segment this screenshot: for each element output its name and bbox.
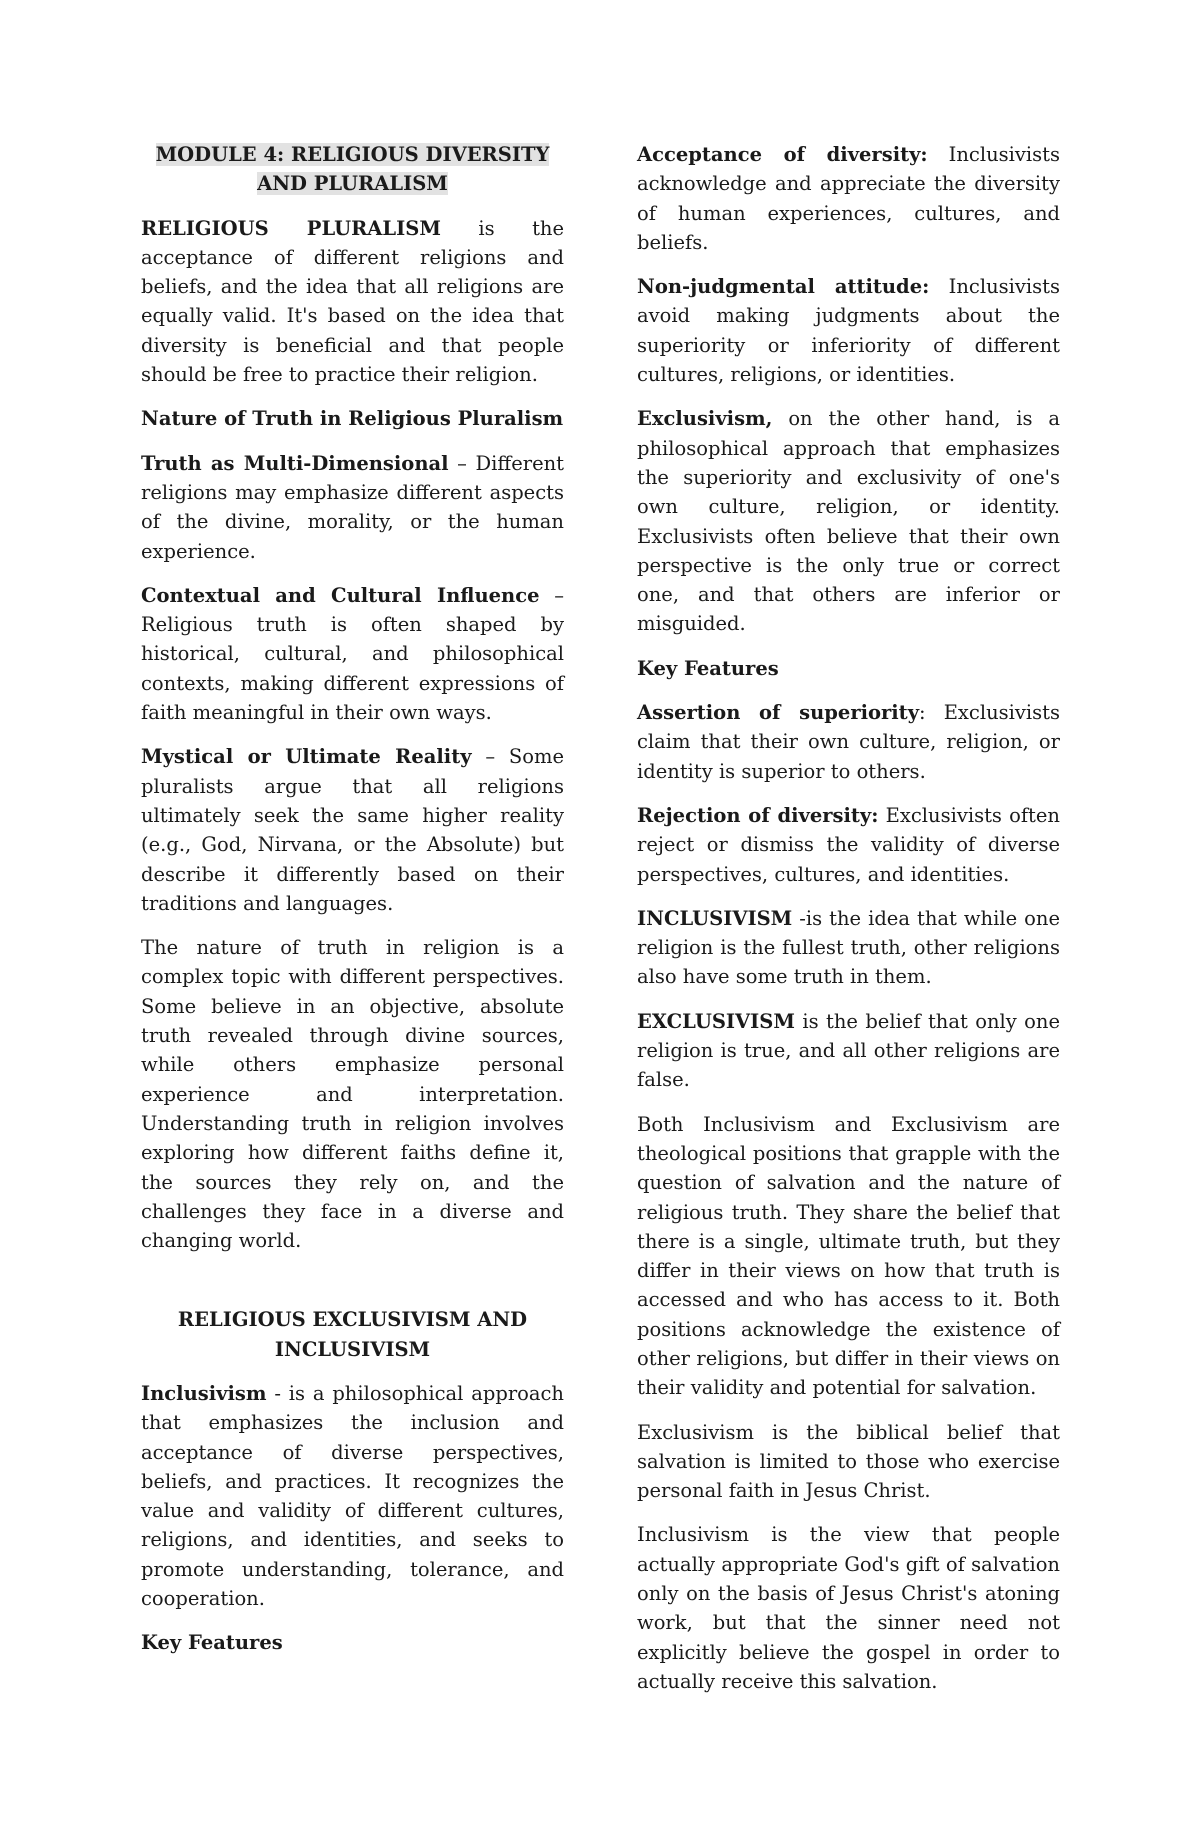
module-title [141, 140, 564, 199]
section-title-line2: INCLUSIVISM [274, 1337, 431, 1361]
pluralism-term: RELIGIOUS PLURALISM [141, 216, 441, 240]
mystical-definition: – Some pluralists argue that all religions ultimately seek the same higher reality (e.g., God, Nirvana, or the Absolute) but describe it differently based on their traditions and languages. [141, 745, 564, 915]
pluralism-paragraph [141, 214, 564, 390]
rejection-definition: Exclusivists often reject or dismiss the validity of diverse perspectives, cultures, and identities. [637, 803, 1060, 886]
acceptance-definition: Inclusivists acknowledge and appreciate the diversity of human experiences, cultures, and beliefs. [637, 143, 1060, 254]
truth-multi-paragraph [141, 449, 564, 566]
exclusivism-definition: on the other hand, is a philosophical approach that emphasizes the superiority and exclusivity of one's own culture, religion, or identity. Exclusivists often believe that their own perspective is the only true or correct one, and that others are inferior or misguided. [637, 407, 1060, 636]
assertion-paragraph [637, 698, 1060, 786]
rejection-paragraph [637, 801, 1060, 889]
contextual-definition: – Religious truth is often shaped by historical, cultural, and philosophical contexts, making different expressions of faith meaningful in their own ways. [141, 583, 564, 725]
truth-multi-definition: – Different religions may emphasize different aspects of the divine, morality, or the human experience. [141, 451, 565, 563]
mystical-paragraph [141, 742, 564, 918]
key-features-heading-left-text: Key Features [141, 1631, 283, 1655]
nature-heading-text: Nature of Truth in Religious Pluralism [141, 407, 564, 431]
assertion-definition: : Exclusivists claim that their own culture, religion, or identity is superior to others. [637, 701, 1060, 783]
acceptance-paragraph [637, 140, 1060, 257]
module-title-line2: AND PLURALISM [257, 172, 448, 196]
exclusivism-term: Exclusivism, [637, 407, 773, 431]
truth-multi-term: Truth as Multi-Dimensional [141, 451, 449, 475]
section-title-line1: RELIGIOUS EXCLUSIVISM AND [177, 1308, 528, 1332]
nature-heading [141, 404, 564, 433]
inclusivism-caps-paragraph [637, 904, 1060, 992]
mystical-term: Mystical or Ultimate Reality [141, 745, 472, 769]
contextual-paragraph [141, 581, 564, 727]
contextual-term: Contextual and Cultural Influence [141, 583, 540, 607]
inclusivism-definition: - is a philosophical approach that emphasizes the inclusion and acceptance of diverse perspectives, beliefs, and practices. It recognizes the value and validity of different cultures, religions, and identities, and seeks to promote understanding, tolerance, and cooperation. [141, 1381, 564, 1611]
assertion-term: Assertion of superiority [637, 701, 920, 725]
exclusivism-caps-paragraph [637, 1007, 1060, 1095]
nature-paragraph: The nature of truth in religion is a complex topic with different perspectives. Some believe in an objective, absolute truth revealed through divine sources, while others emphasize personal experience and interpretation. Understanding truth in religion involves exploring how different faiths define it, the sources they rely on, and the challenges they face in a diverse and changing world. [141, 936, 564, 1253]
exclusivism-caps-term: EXCLUSIVISM [637, 1009, 795, 1033]
pluralism-definition: is the acceptance of different religions and beliefs, and the idea that all religions are equally valid. It's based on the idea that diversity is beneficial and that people should be free to practice their religion. [141, 216, 565, 387]
exclusivism-paragraph [637, 404, 1060, 638]
inclusivism-caps-definition: -is the idea that while one religion is the fullest truth, other religions also have some truth in them. [637, 906, 1060, 989]
inclusivism-paragraph [141, 1379, 564, 1613]
acceptance-term: Acceptance of diversity: [637, 143, 928, 166]
module-title-line1: MODULE 4: RELIGIOUS DIVERSITY [155, 143, 550, 166]
nonjudgmental-term: Non-judgmental attitude: [637, 275, 930, 299]
nonjudgmental-definition: Inclusivists avoid making judgments about the superiority or inferiority of different cultures, religions, or identities. [637, 275, 1060, 387]
inclusivism-view-paragraph: Inclusivism is the view that people actually appropriate God's gift of salvation only on the basis of Jesus Christ's atoning work, but that the sinner need not explicitly believe the gospel in order to actually receive this salvation. [637, 1523, 1060, 1693]
rejection-term: Rejection of diversity: [637, 803, 879, 827]
section-title [141, 1305, 564, 1364]
exclusivism-caps-definition: is the belief that only one religion is true, and all other religions are false. [637, 1009, 1060, 1092]
left-column [141, 140, 564, 1673]
key-features-heading-left [141, 1628, 564, 1657]
both-paragraph: Both Inclusivism and Exclusivism are theological positions that grapple with the question of salvation and the nature of religious truth. They share the belief that there is a single, ultimate truth, but they differ in their views on how that truth is accessed and who has access to it. Both positions acknowledge the existence of other religions, but differ in their views on their validity and potential for salvation. [637, 1112, 1060, 1400]
exclusivism-biblical-paragraph: Exclusivism is the biblical belief that salvation is limited to those who exercise personal faith in Jesus Christ. [637, 1420, 1060, 1503]
key-features-heading-right-text: Key Features [637, 656, 779, 680]
inclusivism-caps-term: INCLUSIVISM [637, 906, 793, 930]
right-column [637, 140, 1060, 1711]
inclusivism-term: Inclusivism [141, 1381, 267, 1405]
key-features-heading-right [637, 654, 1060, 683]
nonjudgmental-paragraph [637, 272, 1060, 389]
